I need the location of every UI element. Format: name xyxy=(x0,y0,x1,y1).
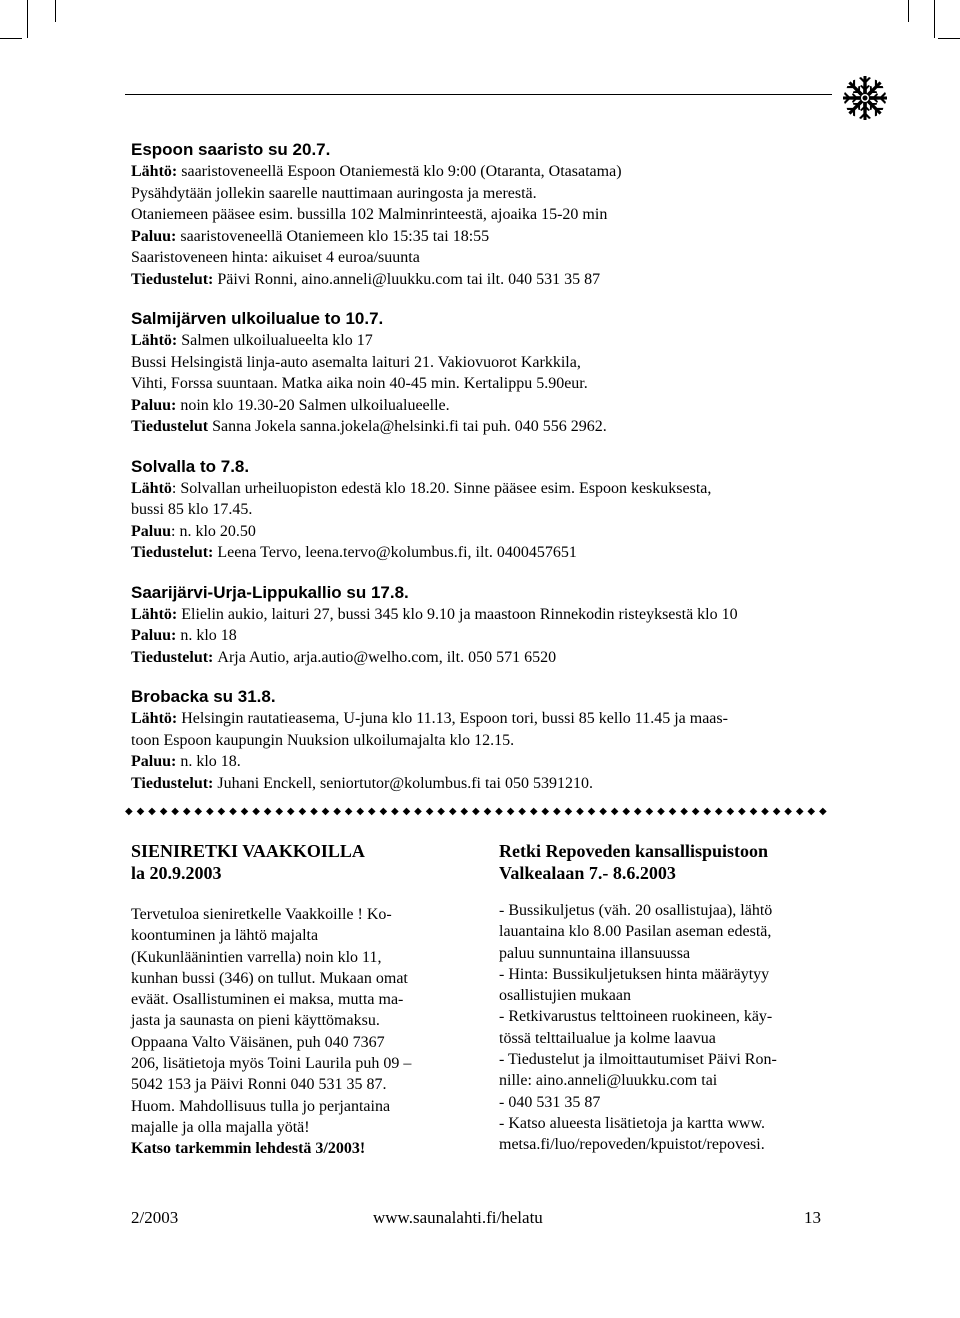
crop-mark-top-left-h xyxy=(0,38,22,39)
diamond-glyph: ◆ xyxy=(286,806,295,817)
header-rule xyxy=(125,94,832,95)
section-title: Solvalla to 7.8. xyxy=(131,456,250,476)
column-line xyxy=(499,1113,829,1134)
column-line xyxy=(499,1049,829,1070)
section-line xyxy=(131,521,831,543)
diamond-glyph: ◆ xyxy=(657,806,665,817)
column-line xyxy=(131,1053,441,1074)
diamond-glyph: ◆ xyxy=(795,806,804,817)
diamond-glyph: ◆ xyxy=(541,806,550,817)
section-title: Saarijärvi-Urja-Lippukallio su 17.8. xyxy=(131,582,409,602)
line-text: Sanna Jokela sanna.jokela@helsinki.fi tai puh. 040 556 2962. xyxy=(212,418,607,435)
line-text: osallistujien mukaan xyxy=(499,987,631,1005)
line-text: n. klo 18 xyxy=(180,627,237,644)
diamond-glyph: ◆ xyxy=(298,806,307,817)
column-line xyxy=(499,943,829,964)
diamond-glyph: ◆ xyxy=(437,806,445,817)
line-text: Päivi Ronni, aino.anneli@luukku.com tai ilt. 040 531 35 87 xyxy=(217,270,601,288)
section-line xyxy=(131,708,831,730)
section-line xyxy=(131,352,831,374)
line-text: Helsingin rautatieasema, U-juna klo 11.13, Espoon tori, bussi 85 kello 11.45 ja maas- xyxy=(181,710,728,727)
crop-mark-top-mid-v xyxy=(55,0,56,22)
line-text: toon Espoon kaupungin Nuuksion ulkoilumajalta klo 12.15. xyxy=(131,731,515,749)
section-line xyxy=(131,395,831,417)
section-line xyxy=(131,730,831,752)
line-text: Oppaana Valto Väisänen, puh 040 7367 xyxy=(131,1033,385,1051)
diamond-glyph: ◆ xyxy=(529,806,538,817)
diamond-glyph: ◆ xyxy=(263,806,272,817)
section-line xyxy=(131,625,831,647)
line-label: Lähtö: xyxy=(131,332,182,349)
diamond-glyph: ◆ xyxy=(518,806,526,817)
line-text: metsa.fi/luo/repoveden/kpuistot/repovesi. xyxy=(499,1136,765,1154)
mushroom-trip-box xyxy=(131,840,441,1160)
diamond-glyph: ◆ xyxy=(333,806,341,817)
footer-url[interactable]: www.saunalahti.fi/helatu xyxy=(373,1208,543,1227)
section-title: Espoon saaristo su 20.7. xyxy=(131,140,331,159)
crop-mark-top-right-v2 xyxy=(934,0,935,38)
line-text: Arja Autio, arja.autio@welho.com, ilt. 050 571 6520 xyxy=(217,648,557,666)
diamond-glyph: ◆ xyxy=(356,806,365,817)
column-line xyxy=(131,989,441,1010)
section-line xyxy=(131,604,831,626)
section-line xyxy=(131,247,831,269)
line-text: (Kukunläänintien varrella) noin klo 11, xyxy=(131,948,382,966)
line-label: Tiedustelut: xyxy=(131,648,218,666)
line-text: jasta ja saunasta on pieni käyttömaksu. xyxy=(131,1012,380,1030)
column-line xyxy=(499,1092,829,1113)
column-line xyxy=(499,900,829,921)
line-text: Saaristoveneen hinta: aikuiset 4 euroa/suunta xyxy=(131,249,420,266)
line-label: Lähtö: xyxy=(131,605,182,623)
column-line xyxy=(131,1074,441,1095)
column-line xyxy=(499,1028,829,1049)
section-line xyxy=(131,373,831,395)
diamond-glyph: ◆ xyxy=(587,806,596,817)
section-line xyxy=(131,330,831,352)
section-line xyxy=(131,542,831,564)
line-text: Bussi Helsingistä linja-auto asemalta laituri 21. Vakiovuorot Karkkila, xyxy=(131,353,581,371)
diamond-glyph: ◆ xyxy=(472,806,480,817)
crop-mark-top-right-v xyxy=(908,0,909,22)
line-label: Lähtö: xyxy=(131,710,182,727)
section-line xyxy=(131,751,831,773)
diamond-glyph: ◆ xyxy=(391,806,399,817)
line-text: - Bussikuljetus (väh. 20 osallistujaa), lähtö xyxy=(499,902,773,919)
diamond-glyph: ◆ xyxy=(136,806,145,817)
line-text: 5042 153 ja Päivi Ronni 040 531 35 87. xyxy=(131,1076,387,1094)
diamond-glyph: ◆ xyxy=(182,806,191,817)
section-line xyxy=(131,183,831,205)
diamond-glyph: ◆ xyxy=(726,806,735,817)
footer-issue: 2/2003 xyxy=(131,1208,179,1227)
line-text: nille: aino.anneli@luukku.com tai xyxy=(499,1072,718,1090)
column-title-line: Retki Repoveden kansallispuistoon xyxy=(499,841,769,861)
section-line xyxy=(131,416,831,438)
line-text: - Tiedustelut ja ilmoittautumiset Päivi Ron- xyxy=(499,1051,777,1069)
diamond-glyph: ◆ xyxy=(171,806,179,817)
line-text: - Hinta: Bussikuljetuksen hinta määräytyy xyxy=(499,965,770,983)
column-title xyxy=(131,840,441,884)
diamond-glyph: ◆ xyxy=(205,806,214,817)
section-line xyxy=(131,161,831,183)
section-line xyxy=(131,226,831,248)
section-line xyxy=(131,647,831,669)
section-line xyxy=(131,204,831,226)
diamond-glyph: ◆ xyxy=(310,806,318,817)
excursion-section xyxy=(131,138,831,290)
diamond-glyph: ◆ xyxy=(749,806,758,817)
diamond-glyph: ◆ xyxy=(495,806,503,817)
section-title: Brobacka su 31.8. xyxy=(131,687,276,706)
column-line xyxy=(131,1138,441,1159)
diamond-glyph: ◆ xyxy=(691,806,700,817)
line-text: bussi 85 klo 17.45. xyxy=(131,501,253,518)
line-text: - 040 531 35 87 xyxy=(499,1093,601,1111)
line-text: Huom. Mahdollisuus tulla jo perjantaina xyxy=(131,1097,391,1115)
column-line xyxy=(499,1006,829,1027)
line-text: noin klo 19.30-20 Salmen ulkoilualueelle. xyxy=(180,396,450,414)
column-line xyxy=(131,904,441,925)
line-text: Juhani Enckell, seniortutor@kolumbus.fi tai 050 5391210. xyxy=(217,774,593,792)
line-label: Lähtö xyxy=(131,479,172,497)
crop-mark-top-left-v xyxy=(27,0,28,38)
column-title-line: SIENIRETKI VAAKKOILLA xyxy=(131,841,365,861)
diamond-glyph: ◆ xyxy=(402,806,411,817)
line-text: paluu sunnuntaina illansuussa xyxy=(499,944,691,962)
column-line xyxy=(499,985,829,1006)
diamond-glyph: ◆ xyxy=(425,806,434,817)
column-line xyxy=(131,1117,441,1138)
diamond-glyph: ◆ xyxy=(367,806,376,817)
diamond-glyph: ◆ xyxy=(506,806,515,817)
line-text: - Katso alueesta lisätietoja ja kartta www. xyxy=(499,1114,765,1132)
diamond-glyph: ◆ xyxy=(807,806,816,817)
column-line xyxy=(131,1010,441,1031)
diamond-glyph: ◆ xyxy=(714,806,723,817)
line-text: Leena Tervo, leena.tervo@kolumbus.fi, ilt. 0400457651 xyxy=(217,544,577,561)
line-text: - Retkivarustus telttoineen ruokineen, käy- xyxy=(499,1008,773,1026)
snowflake-icon xyxy=(839,72,891,124)
line-text: Vihti, Forssa suuntaan. Matka aika noin 40-45 min. Kertalippu 5.90eur. xyxy=(131,375,588,392)
diamond-glyph: ◆ xyxy=(344,806,353,817)
column-line xyxy=(131,1032,441,1053)
diamond-glyph: ◆ xyxy=(125,806,133,817)
line-text: saaristoveneellä Otaniemeen klo 15:35 tai 18:55 xyxy=(180,227,490,245)
diamond-glyph: ◆ xyxy=(321,806,330,817)
excursion-section xyxy=(131,685,831,794)
footer-page-number: 13 xyxy=(804,1208,821,1227)
line-text: majalle ja olla majalla yötä! xyxy=(131,1118,310,1136)
diamond-glyph: ◆ xyxy=(564,806,573,817)
line-text: koontuminen ja lähtö majalta xyxy=(131,927,319,945)
line-text: 206, lisätietoja myös Toini Laurila puh 09 – xyxy=(131,1055,412,1073)
section-line xyxy=(131,773,831,795)
diamond-glyph: ◆ xyxy=(622,806,631,817)
diamond-glyph: ◆ xyxy=(483,806,492,817)
line-label: Paluu xyxy=(131,522,172,540)
diamond-glyph: ◆ xyxy=(772,806,781,817)
diamond-glyph: ◆ xyxy=(703,806,712,817)
column-line xyxy=(131,1096,441,1117)
column-title xyxy=(499,840,829,884)
diamond-glyph: ◆ xyxy=(159,806,168,817)
column-line xyxy=(131,947,441,968)
line-label: Lähtö: xyxy=(131,163,182,180)
line-label: Tiedustelut: xyxy=(131,270,218,288)
line-label: Paluu: xyxy=(131,227,181,245)
diamond-glyph: ◆ xyxy=(761,806,769,817)
diamond-glyph: ◆ xyxy=(599,806,607,817)
diamond-glyph: ◆ xyxy=(240,806,249,817)
diamond-glyph: ◆ xyxy=(738,806,746,817)
line-text: tössä telttailualue ja kolme laavua xyxy=(499,1029,716,1047)
diamond-glyph: ◆ xyxy=(680,806,688,817)
diamond-glyph: ◆ xyxy=(414,806,422,817)
diamond-glyph: ◆ xyxy=(784,806,792,817)
line-text: Otaniemeen pääsee esim. bussilla 102 Malminrinteestä, ajoaika 15-20 min xyxy=(131,206,608,223)
excursion-list xyxy=(131,138,831,794)
section-line xyxy=(131,499,831,521)
diamond-glyph: ◆ xyxy=(275,806,284,817)
diamond-glyph: ◆ xyxy=(448,806,457,817)
line-text: kunhan bussi (346) on tullut. Mukaan omat xyxy=(131,969,408,987)
line-text: Elielin aukio, laituri 27, bussi 345 klo 9.10 ja maastoon Rinnekodin risteyksestä klo 10 xyxy=(181,605,738,623)
diamond-glyph: ◆ xyxy=(148,806,156,817)
crop-mark-top-right-h xyxy=(938,38,960,39)
line-label: Tiedustelut: xyxy=(131,544,218,561)
excursion-section xyxy=(131,455,831,564)
section-title: Salmijärven ulkoilualue to 10.7. xyxy=(131,309,384,328)
section-line xyxy=(131,478,831,500)
diamond-glyph: ◆ xyxy=(552,806,561,817)
diamond-glyph: ◆ xyxy=(252,806,260,817)
excursion-section xyxy=(131,307,831,438)
diamond-glyph: ◆ xyxy=(633,806,642,817)
column-title-line: la 20.9.2003 xyxy=(131,863,222,883)
column-line xyxy=(499,921,829,942)
line-text: saaristoveneellä Espoon Otaniemestä klo 9:00 (Otaranta, Otasatama) xyxy=(181,163,622,180)
line-text: Salmen ulkoilualueelta klo 17 xyxy=(181,332,373,349)
line-text: lauantaina klo 8.00 Pasilan aseman edestä, xyxy=(499,923,772,941)
diamond-glyph: ◆ xyxy=(229,806,237,817)
diamond-glyph: ◆ xyxy=(379,806,388,817)
line-label: Tiedustelut: xyxy=(131,774,218,792)
diamond-glyph: ◆ xyxy=(668,806,677,817)
diamond-glyph: ◆ xyxy=(645,806,654,817)
line-label: Katso tarkemmin lehdestä 3/2003! xyxy=(131,1140,366,1158)
line-text: : Solvallan urheiluopiston edestä klo 18.20. Sinne pääsee esim. Espoon keskuksesta, xyxy=(171,479,712,497)
diamond-glyph: ◆ xyxy=(194,806,203,817)
section-line xyxy=(131,269,831,291)
line-text: Pysähdytään jollekin saarelle nauttimaan auringosta ja merestä. xyxy=(131,184,537,202)
column-line xyxy=(499,1134,829,1155)
diamond-glyph: ◆ xyxy=(576,806,584,817)
diamond-divider xyxy=(125,806,829,820)
column-line xyxy=(499,1070,829,1091)
diamond-glyph: ◆ xyxy=(217,806,226,817)
column-line xyxy=(131,925,441,946)
column-line xyxy=(499,964,829,985)
line-label: Paluu: xyxy=(131,396,181,414)
line-text: n. klo 18. xyxy=(180,753,241,770)
diamond-glyph: ◆ xyxy=(819,806,827,817)
line-label: Paluu: xyxy=(131,627,181,644)
line-label: Paluu: xyxy=(131,753,181,770)
diamond-glyph: ◆ xyxy=(610,806,619,817)
repovesi-trip-box xyxy=(499,840,829,1156)
diamond-glyph: ◆ xyxy=(460,806,469,817)
line-label: Tiedustelut xyxy=(131,418,213,435)
column-title-line: Valkealaan 7.- 8.6.2003 xyxy=(499,863,676,883)
excursion-section xyxy=(131,581,831,669)
line-text: : n. klo 20.50 xyxy=(171,522,256,540)
line-text: Tervetuloa sieniretkelle Vaakkoille ! Ko- xyxy=(131,906,392,923)
column-line xyxy=(131,968,441,989)
line-text: eväät. Osallistuminen ei maksa, mutta ma- xyxy=(131,991,404,1009)
